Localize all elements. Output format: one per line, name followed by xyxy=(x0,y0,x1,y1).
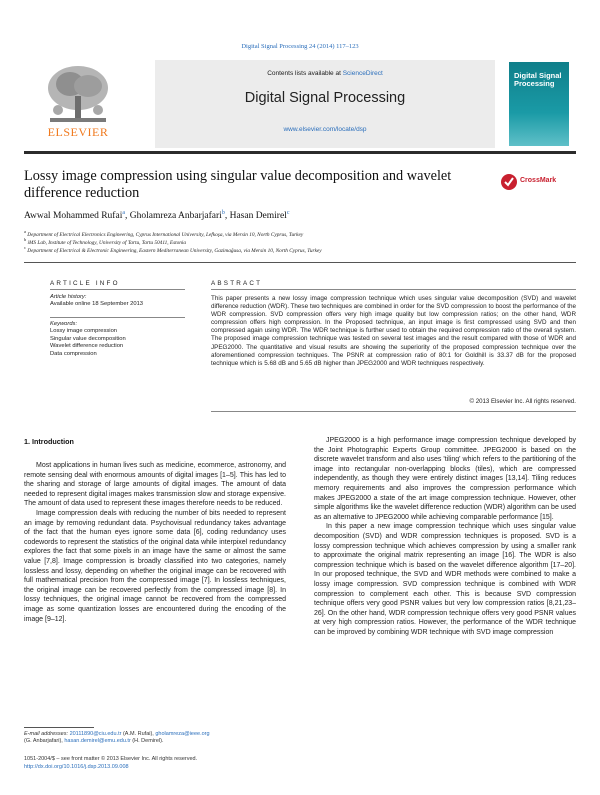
email-link[interactable]: 20111890@ciu.edu.tr xyxy=(69,731,122,737)
email-footnote: E-mail addresses: 20111890@ciu.edu.tr (A.M. Rufai), gholamreza@ieee.org (G. Anbarjafari), hasan.demirel@emu.edu.tr (H. Demirel). xyxy=(24,731,210,744)
author-name[interactable]: Gholamreza Anbarjafari xyxy=(129,211,222,222)
intro-left-column xyxy=(24,461,286,624)
section-heading-introduction: 1. Introduction xyxy=(24,437,74,446)
abstract-body: This paper presents a new lossy image compression technique which uses singular value decomposition (SVD) and wavelet difference reduction (WDR). These two techniques are combined in order for the SVD compression to boost the performance of the WDR compression. SVD compression offers very high image quality but low compression ratios; on the other hand, WDR compression offers high compression. In the Proposed technique, an input image is first compressed using SVD and then compressed again using WDR. The WDR technique is further used to obtain the required compression ratio of the overall system. The proposed image compression technique was tested on several test images and the result compared with those of WDR and JPEG2000. The quantitative and visual results are showing the superiority of the proposed compression technique over the aforementioned compression techniques. The PSNR at compression ratio of 80:1 for Goldhill is 33.37 dB for the proposed technique which is 5.68 dB and 5.65 dB higher than JPEG2000 and WDR techniques respectively. xyxy=(211,295,576,367)
issn-line: 1051-2004/$ – see front matter © 2013 Elsevier Inc. All rights reserved. xyxy=(24,756,198,762)
affiliation: $^a$ Department of Electrical Electronics Engineering, Cyprus International University, Lefkoşa, via Mersin 10, North Cyprus, Turkey xyxy=(24,229,304,238)
keywords-rule xyxy=(50,317,185,318)
keyword: Singular value decomposition xyxy=(50,335,126,342)
affiliation: $^b$ iMS Lab, Institute of Technology, University of Tartu, Tartu 50411, Estonia xyxy=(24,237,187,246)
paragraph: In this paper a new image compression technique which uses singular value decomposition (SVD) and WDR compression techniques is proposed. SVD is a lossy compression technique which achieves compression by using a smaller rank to approximate the original matrix representing an image [16]. The WDR is also compression technique which is based on the wavelet difference algorithm [17–20]. In our proposed technique, the SVD and WDR methods were combined to make a lossy image compression. SVD compression technique is combined with WDR compression to complement each other. This is because SVD compression technique offers very good PSNR values but very low compression ratios [8,21,23–26]. On the other hand, WDR compression technique offers very good PSNR values at very high compression ratios. However, the performance of the WDR technique can be improved by combining WDR technique with SVD image compression xyxy=(314,523,576,636)
contents-availability xyxy=(155,70,495,77)
elsevier-tree-logo xyxy=(30,62,126,126)
author-affil-mark[interactable]: b xyxy=(221,210,225,216)
keyword: Lossy image compression xyxy=(50,328,118,335)
author-list: Awwal Mohammed Rufai$^a$, Gholamreza Anbarjafari$^b$, Hasan Demirel$^c$ xyxy=(24,210,290,222)
journal-reference[interactable]: Digital Signal Processing 24 (2014) 117–123 xyxy=(241,43,359,50)
author-name[interactable]: Awwal Mohammed Rufai xyxy=(24,211,123,222)
author-affil-mark[interactable]: a xyxy=(122,210,126,216)
history-value: Available online 18 September 2013 xyxy=(50,301,144,308)
paragraph: JPEG2000 is a high performance image compression technique developed by the Joint Photographic Experts Group committee. JPEG2000 is based on the discrete wavelet transform and also uses 'tiling' which refers to the partitioning of the image into rectangular non-overlapping blocks (tiles), which are compressed independently, as though they were entirely distinct images [13,14]. Tiling reduces memory requirements and also improves the compression performance which makes JPEG2000 a state of the art image compression technique. However, other simple algorithms like the wavelet difference reduction (WDR) algorithm can be used as an alternative to JPEG2000 while achieving comparable performance [15]. xyxy=(314,437,576,521)
affiliation: $^c$ Department of Electrical & Electronic Engineering, Eastern Mediterranean University, Gazimağusa, via Mersin 10, North Cyprus, Turkey xyxy=(24,245,322,254)
journal-homepage-link[interactable]: www.elsevier.com/locate/dsp xyxy=(283,126,367,133)
author-name[interactable]: Hasan Demirel xyxy=(229,211,287,222)
publisher-name: ELSEVIER xyxy=(47,125,109,139)
abstract-rule xyxy=(211,289,576,290)
intro-right-column xyxy=(314,436,576,637)
crossmark-badge[interactable] xyxy=(500,172,580,192)
email-link[interactable]: gholamreza@ieee.org xyxy=(155,731,210,737)
article-info-heading: ARTICLE INFO xyxy=(50,280,120,287)
article-history xyxy=(50,294,200,309)
article-title: Lossy image compression using singular value decomposition and wavelet difference reduction xyxy=(24,168,452,201)
keyword: Data compression xyxy=(50,350,97,357)
journal-cover-title: Digital Signal Processing xyxy=(514,71,562,88)
keywords-label: Keywords: xyxy=(50,321,78,327)
doi-link[interactable]: http://dx.doi.org/10.1016/j.dsp.2013.09.008 xyxy=(24,764,129,770)
sciencedirect-link[interactable]: ScienceDirect xyxy=(342,70,383,77)
crossmark-icon xyxy=(500,173,518,191)
email-link[interactable]: hasan.demirel@emu.edu.tr xyxy=(64,738,131,744)
author-affil-mark[interactable]: c xyxy=(286,210,290,216)
keywords-block xyxy=(50,321,200,358)
abstract-bottom-rule xyxy=(211,411,576,412)
keyword: Wavelet difference reduction xyxy=(50,343,124,350)
history-label: Article history: xyxy=(50,294,87,300)
crossmark-label: CrossMark xyxy=(520,177,557,184)
abstract-heading: ABSTRACT xyxy=(211,280,263,287)
paragraph: Image compression deals with reducing the number of bits needed to represent an image by removing redundant data. Psychovisual redundancy takes advantage of the fact that the human eyes ignore some data [6], coding redundancy uses codewords to represent the statistics of the original data while interpixel redundancy explores the fact that some pixels in an image have the same or almost the same value [7,8]. Image compression is broadly classified into two categories, namely lossless and lossy, depending on whether the original image can be recovered with full mathematical precision from the compressed image [7]. In lossless techniques, the original image can be recovered perfectly from the compressed image [8]. In lossy techniques, the original image cannot be recovered from the compressed image as some quantization losses are encountered during the encoding of the image [9–12]. xyxy=(24,509,286,623)
journal-title: Digital Signal Processing xyxy=(244,90,406,106)
footnote-rule xyxy=(24,727,94,728)
copyright-notice: © 2013 Elsevier Inc. All rights reserved. xyxy=(469,398,576,405)
email-label: E-mail addresses: xyxy=(24,731,69,737)
paragraph: Most applications in human lives such as medicine, ecommerce, astronomy, and remote sensing deal with enormous amounts of digital images [1–5]. This has led to the sharing and storage of large amounts of digital images. The amount of data needed to represent digital images makes transmission slow and storage expensive. The amount of data used to represent these images therefore needs to be reduced. xyxy=(24,462,286,508)
contents-prefix: Contents lists available at xyxy=(267,70,343,77)
article-info-rule xyxy=(50,289,185,290)
section-divider xyxy=(24,262,576,263)
